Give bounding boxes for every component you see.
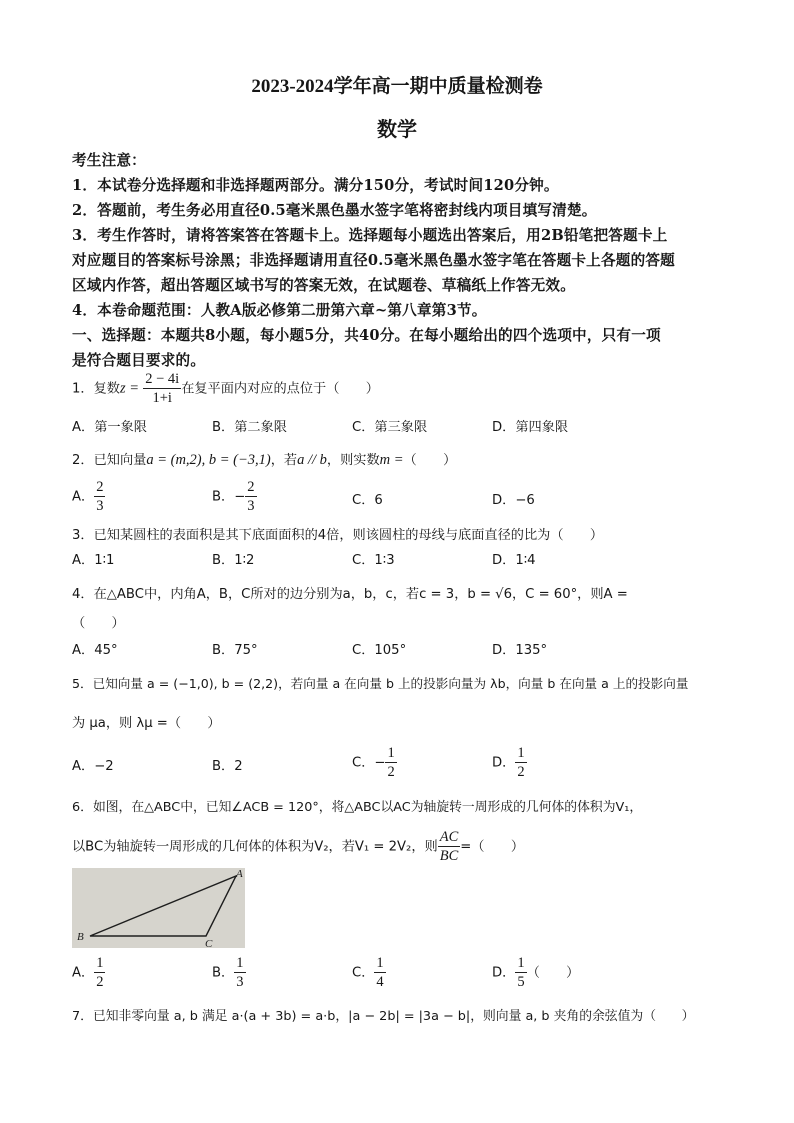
triangle-abc	[90, 876, 236, 936]
question-7: 7．已知非零向量 a, b 满足 a·(a + 3b) = a·b，|a − 2b| = |3a − b|，则向量 a, b 夹角的余弦值为（ ）	[72, 1009, 695, 1024]
q1-option-a: A．第一象限	[72, 420, 147, 435]
q6-option-a: A． $\frac{1}{2}$	[72, 955, 104, 990]
q1-fraction: $\frac{2 - 4i}{1+i}$	[145, 371, 180, 406]
section-heading: 一、选择题：本题共8小题，每小题5分，共40分。在每小题给出的四个选项中，只有一项	[72, 327, 661, 344]
q6-option-d: D． $\frac{1}{5}$ （ ）	[492, 955, 580, 990]
q4-option-c: C．105°	[352, 643, 407, 658]
q2-option-a: A． $\frac{2}{3}$	[72, 479, 104, 514]
vertex-c-label: C	[205, 938, 213, 948]
question-2: 2．已知向量a = (m,2), b = (−3,1)，若a // b，则实数m =（ ）	[72, 452, 457, 468]
q5-option-a: A．−2	[72, 759, 114, 774]
q2-option-d: D．−6	[492, 493, 535, 508]
q3-option-a: A．1∶1	[72, 553, 115, 568]
q4-option-a: A．45°	[72, 643, 118, 658]
notice-item-3: 3．考生作答时，请将答案答在答题卡上。选择题每小题选出答案后，用2B铅笔把答题卡上	[72, 227, 668, 244]
q4-option-d: D．135°	[492, 643, 548, 658]
q2-option-c: C．6	[352, 493, 383, 508]
q5-option-d: D． $\frac{1}{2}$	[492, 745, 525, 780]
notice-item-4: 4．本卷命题范围：人教A版必修第二册第六章~第八章第3节。	[72, 302, 487, 319]
q3-option-c: C．1∶3	[352, 553, 395, 568]
question-5: 5．已知向量 a = (−1,0), b = (2,2)，若向量 a 在向量 b 上的投影向量为 λb，向量 b 在向量 a 上的投影向量	[72, 676, 689, 691]
question-6: 6．如图，在△ABC中，已知∠ACB = 120°，将△ABC以AC为轴旋转一周形成的几何体的体积为V₁，	[72, 800, 643, 815]
question-1: 1．复数z = $\frac{2 - 4i}{1+i}$ 在复平面内对应的点位于（ ）	[72, 371, 379, 406]
q3-option-d: D．1∶4	[492, 553, 536, 568]
notice-heading: 考生注意：	[72, 152, 146, 169]
vertex-a-label: A	[236, 868, 243, 880]
question-3: 3．已知某圆柱的表面积是其下底面面积的4倍，则该圆柱的母线与底面直径的比为（ ）	[72, 528, 604, 543]
q6-fraction: $\frac{AC}{BC}$	[439, 829, 459, 864]
notice-item-3-cont: 对应题目的答案标号涂黑；非选择题请用直径0.5毫米黑色墨水签字笔在答题卡上各题的答题	[72, 252, 675, 269]
q2-option-b: B．− $\frac{2}{3}$	[212, 479, 255, 514]
subject-title: 数学	[377, 119, 417, 141]
exam-title: 2023-2024学年高一期中质量检测卷	[251, 76, 543, 97]
q6-option-b: B． $\frac{1}{3}$	[212, 955, 244, 990]
question-4: 4．在△ABC中，内角A，B，C所对的边分别为a，b，c，若c = 3，b = √6，C = 60°，则A =	[72, 587, 628, 602]
triangle-diagram	[72, 868, 245, 948]
q3-option-b: B．1∶2	[212, 553, 255, 568]
q4-option-b: B．75°	[212, 643, 258, 658]
triangle-figure	[72, 868, 245, 948]
q1-option-d: D．第四象限	[492, 420, 569, 435]
q1-option-c: C．第三象限	[352, 420, 428, 435]
notice-item-2: 2．答题前，考生务必用直径0.5毫米黑色墨水签字笔将密封线内项目填写清楚。	[72, 202, 597, 219]
question-6-cont: 以BC为轴旋转一周形成的几何体的体积为V₂，若V₁ = 2V₂，则 $\frac{AC}{BC}$ =（ ）	[72, 829, 525, 864]
notice-item-3-cont2: 区域内作答，超出答题区域书写的答案无效，在试题卷、草稿纸上作答无效。	[72, 277, 575, 294]
q5-option-c: C．− $\frac{1}{2}$	[352, 745, 395, 780]
q1-option-b: B．第二象限	[212, 420, 287, 435]
vertex-b-label: B	[77, 931, 84, 943]
q6-option-c: C． $\frac{1}{4}$	[352, 955, 384, 990]
question-5-cont: 为 μa，则 λμ =（ ）	[72, 716, 221, 731]
notice-item-1: 1．本试卷分选择题和非选择题两部分。满分150分，考试时间120分钟。	[72, 177, 559, 194]
q5-option-b: B．2	[212, 759, 243, 774]
section-heading-cont: 是符合题目要求的。	[72, 352, 206, 369]
question-4-cont: （ ）	[72, 616, 125, 631]
